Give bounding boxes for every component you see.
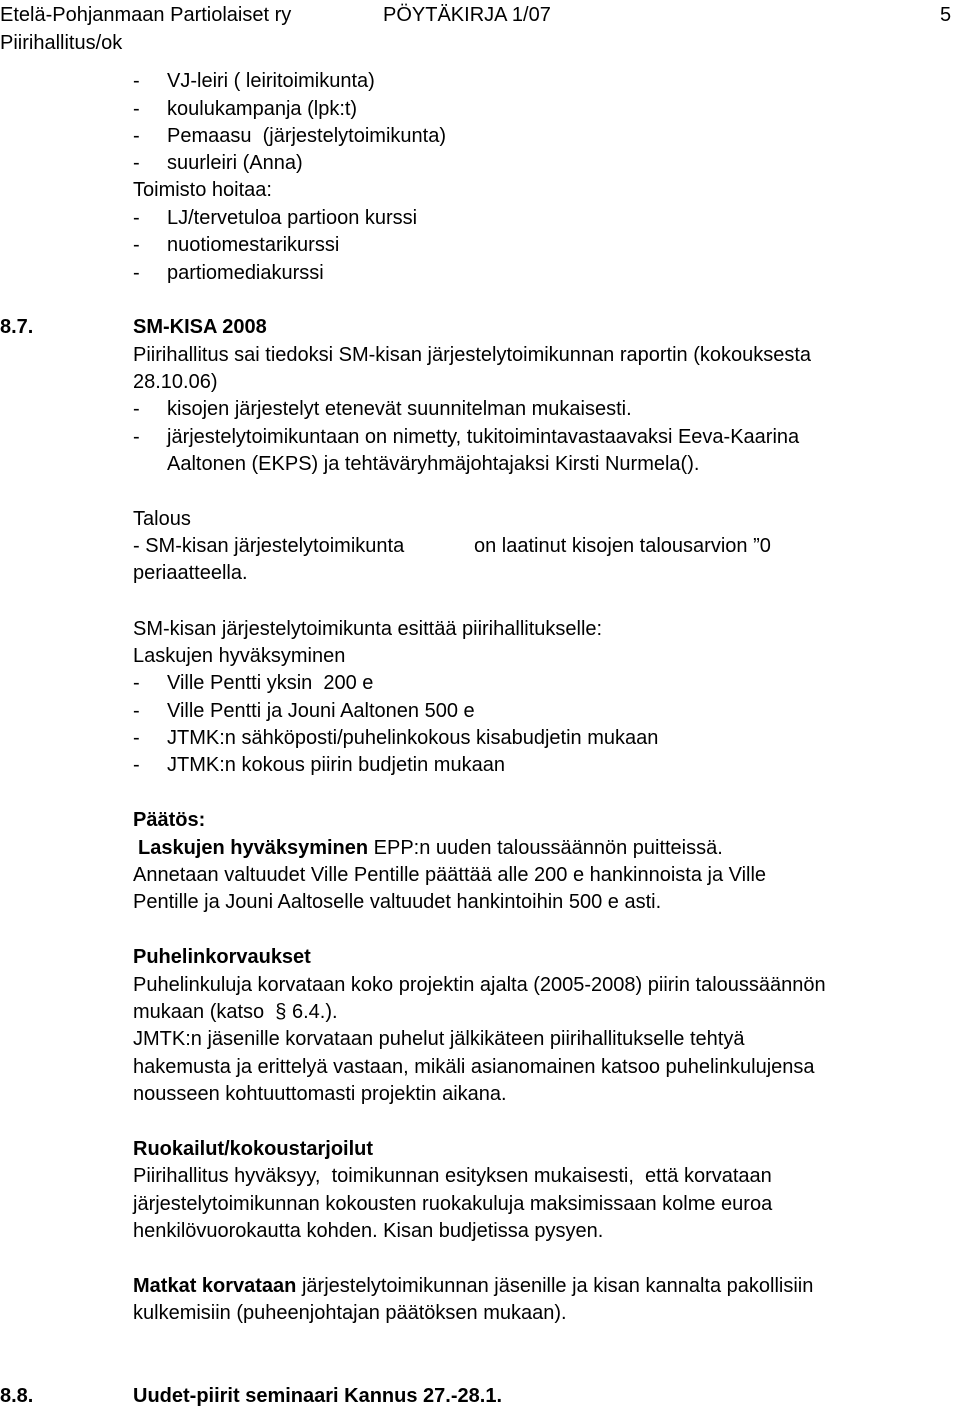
list-item: järjestelytoimikuntaan on nimetty, tukitoimintavastaavaksi Eeva-Kaarina [167,426,800,448]
decision-line-rest: EPP:n uuden taloussäännön puitteissä. [368,837,723,859]
paragraph-line: mukaan (katso § 6.4.). [133,1001,338,1023]
list-dash: - [133,207,140,229]
proposal-heading: Laskujen hyväksyminen [133,645,346,667]
list-dash: - [133,152,140,174]
list-dash: - [133,70,140,92]
list-item: nuotiomestarikurssi [167,234,340,256]
list-dash: - [133,398,140,420]
section-number: 8.8. [0,1385,34,1407]
travel-line-rest: järjestelytoimikunnan jäsenille ja kisan kannalta pakollisiin [296,1275,814,1297]
list-item: Ville Pentti ja Jouni Aaltonen 500 e [167,700,475,722]
list-dash: - [133,125,140,147]
paragraph-line: periaatteella. [133,562,248,584]
list-item: Pemaasu (järjestelytoimikunta) [167,125,446,147]
paragraph-line: nousseen kohtuuttomasti projektin aikana. [133,1083,507,1105]
travel-line [133,1274,813,1298]
list-item: VJ-leiri ( leiritoimikunta) [167,70,375,92]
talous-heading: Talous [133,508,191,530]
travel-bold-lead: Matkat korvataan [133,1275,297,1297]
list-dash: - [133,234,140,256]
section-title: Uudet-piirit seminaari Kannus 27.-28.1. [133,1385,502,1407]
list-dash: - [133,754,140,776]
header-document-title: PÖYTÄKIRJA 1/07 [383,4,551,26]
paragraph-line: henkilövuorokautta kohden. Kisan budjetissa pysyen. [133,1220,604,1242]
paragraph-line: hakemusta ja erittelyä vastaan, mikäli asianomainen katsoo puhelinkulujensa [133,1056,815,1078]
list-item: koulukampanja (lpk:t) [167,98,358,120]
office-heading: Toimisto hoitaa: [133,179,272,201]
decision-line [138,836,723,860]
list-dash: - [133,98,140,120]
paragraph-line: kulkemisiin (puheenjohtajan päätöksen mukaan). [133,1302,567,1324]
list-item: partiomediakurssi [167,262,324,284]
list-dash: - [133,700,140,722]
list-item: Ville Pentti yksin 200 e [167,672,374,694]
proposal-intro: SM-kisan järjestelytoimikunta esittää piirihallitukselle: [133,618,603,640]
page-number: 5 [940,4,952,26]
list-item: LJ/tervetuloa partioon kurssi [167,207,418,229]
paragraph-line: Annetaan valtuudet Ville Pentille päättää alle 200 e hankinnoista ja Ville [133,864,767,886]
paragraph-line: 28.10.06) [133,371,218,393]
paragraph-line: Pentille ja Jouni Aaltoselle valtuudet hankintoihin 500 e asti. [133,891,662,913]
list-item-continuation: Aaltonen (EKPS) ja tehtäväryhmäjohtajaksi Kirsti Nurmela(). [167,453,700,475]
paragraph-line: on laatinut kisojen talousarvion ”0 [474,535,771,557]
decision-bold-lead: Laskujen hyväksyminen [138,837,369,859]
paragraph-line: JMTK:n jäsenille korvataan puhelut jälkikäteen piirihallitukselle tehtyä [133,1028,745,1050]
paragraph-line: järjestelytoimikunnan kokousten ruokakuluja maksimissaan kolme euroa [133,1193,773,1215]
header-subtitle: Piirihallitus/ok [0,32,123,54]
list-item: JTMK:n kokous piirin budjetin mukaan [167,754,505,776]
food-heading: Ruokailut/kokoustarjoilut [133,1138,374,1160]
list-item: kisojen järjestelyt etenevät suunnitelman mukaisesti. [167,398,632,420]
phone-heading: Puhelinkorvaukset [133,946,311,968]
decision-label: Päätös: [133,809,206,831]
section-title: SM-KISA 2008 [133,316,267,338]
list-dash: - [133,727,140,749]
list-item: JTMK:n sähköposti/puhelinkokous kisabudjetin mukaan [167,727,659,749]
paragraph-line: Piirihallitus sai tiedoksi SM-kisan järjestelytoimikunnan raportin (kokouksesta [133,344,812,366]
list-item: suurleiri (Anna) [167,152,303,174]
header-organization: Etelä-Pohjanmaan Partiolaiset ry [0,4,292,26]
paragraph-line: Piirihallitus hyväksyy, toimikunnan esityksen mukaisesti, että korvataan [133,1165,772,1187]
section-number: 8.7. [0,316,34,338]
list-dash: - [133,262,140,284]
paragraph-line: - SM-kisan järjestelytoimikunta [133,535,405,557]
list-dash: - [133,426,140,448]
list-dash: - [133,672,140,694]
paragraph-line: Puhelinkuluja korvataan koko projektin ajalta (2005-2008) piirin taloussäännön [133,974,826,996]
